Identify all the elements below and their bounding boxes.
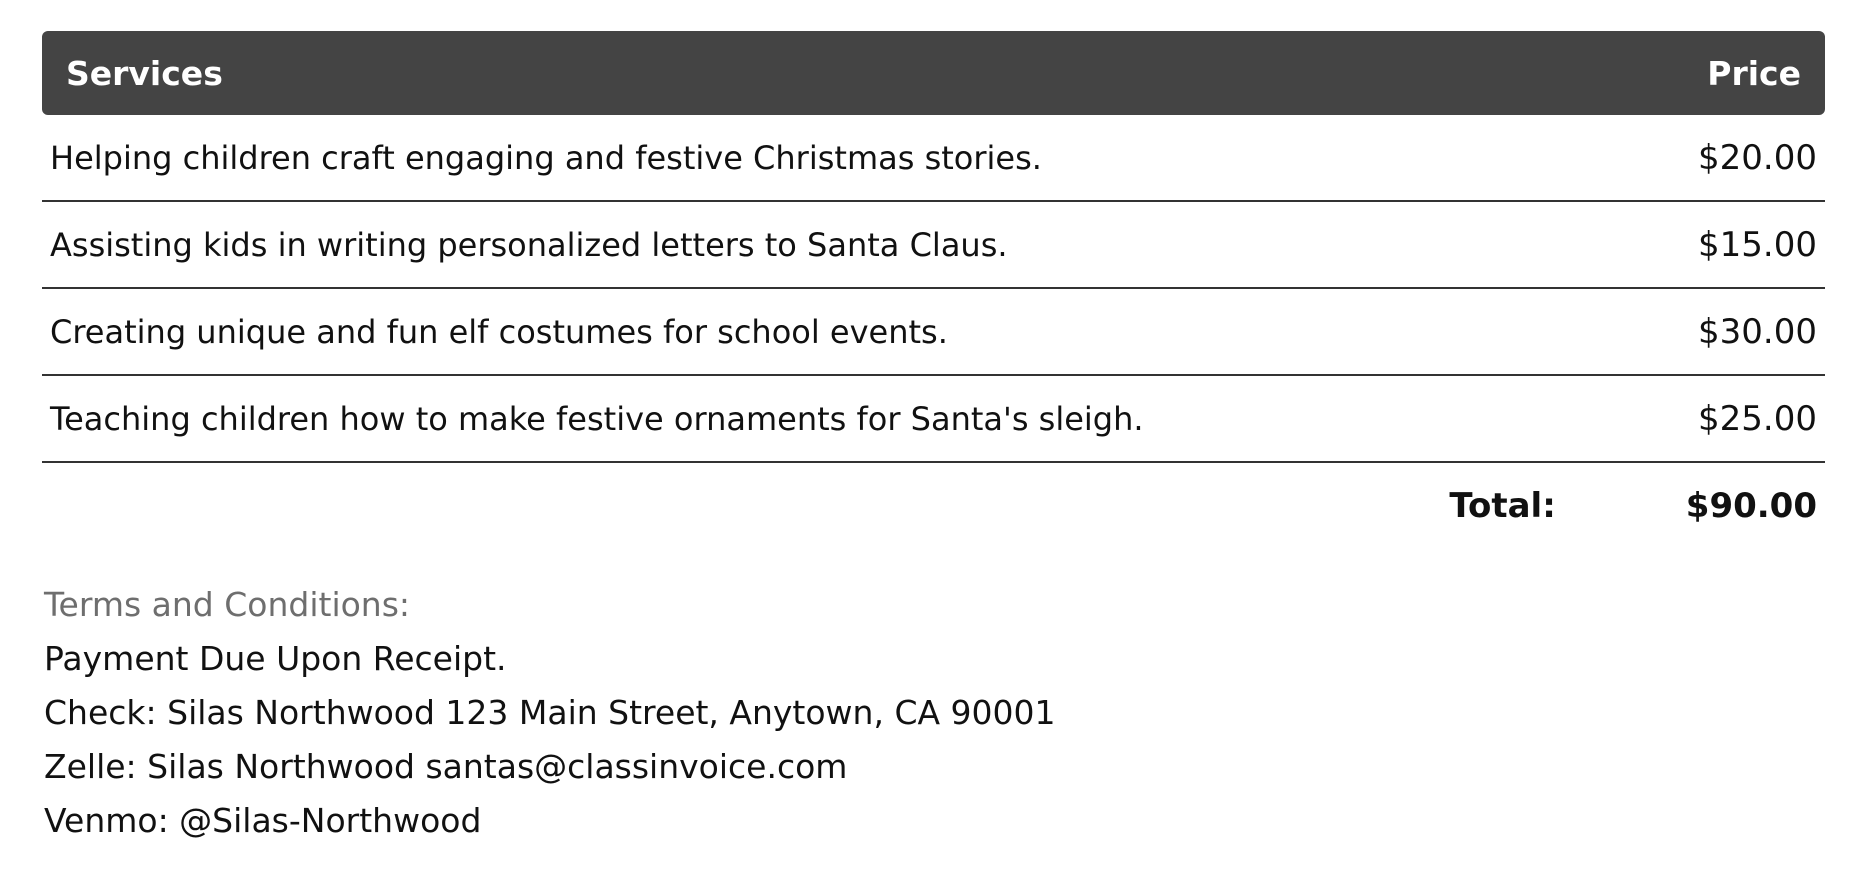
table-row: [42, 115, 1825, 202]
total-value: $90.00: [1685, 486, 1817, 526]
services-table: [42, 31, 1825, 549]
service-price: $20.00: [1698, 137, 1817, 178]
service-description: Teaching children how to make festive ornaments for Santa's sleigh.: [50, 399, 1144, 438]
terms-heading: Terms and Conditions:: [44, 585, 411, 624]
service-price: $15.00: [1698, 224, 1817, 265]
table-row: [42, 289, 1825, 376]
table-row: [42, 202, 1825, 289]
terms-section: [44, 578, 1056, 848]
services-column-header: Services: [66, 53, 223, 93]
service-description: Creating unique and fun elf costumes for school events.: [50, 312, 948, 351]
service-price: $30.00: [1698, 311, 1817, 352]
table-header: [42, 31, 1825, 115]
terms-line-venmo: Venmo: @Silas-Northwood: [44, 801, 482, 840]
service-description: Helping children craft engaging and festive Christmas stories.: [50, 138, 1042, 177]
service-price: $25.00: [1698, 398, 1817, 439]
service-description: Assisting kids in writing personalized letters to Santa Claus.: [50, 225, 1008, 264]
total-row: [42, 463, 1825, 549]
terms-line-payment: Payment Due Upon Receipt.: [44, 639, 507, 678]
price-column-header: Price: [1707, 53, 1801, 93]
terms-line-zelle: Zelle: Silas Northwood santas@classinvoice.com: [44, 747, 848, 786]
terms-line-check: Check: Silas Northwood 123 Main Street, Anytown, CA 90001: [44, 693, 1056, 732]
total-label: Total:: [1449, 486, 1556, 526]
table-row: [42, 376, 1825, 463]
